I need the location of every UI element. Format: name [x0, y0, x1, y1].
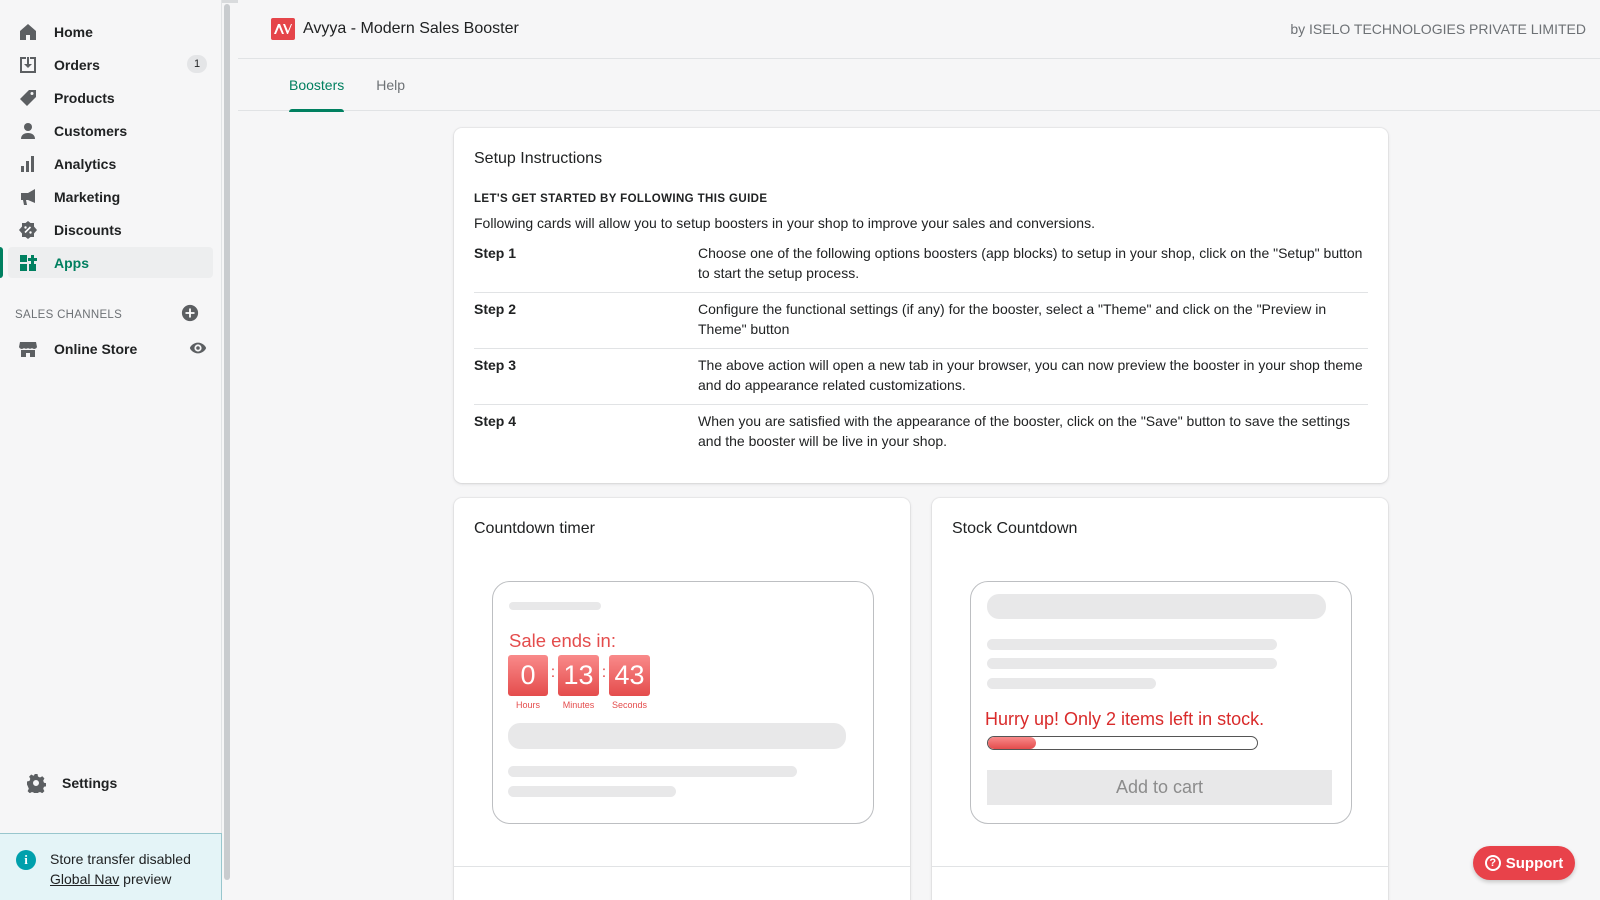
sidebar-scrollbar-thumb[interactable] — [224, 4, 230, 880]
sidebar-item-home[interactable] — [8, 16, 213, 47]
sidebar-item-analytics[interactable] — [8, 148, 213, 179]
countdown-timer — [508, 655, 650, 710]
stock-title: Stock Countdown — [952, 520, 1078, 537]
notice-text: Store transfer disabled — [50, 851, 191, 867]
orders-icon — [18, 55, 38, 75]
add-to-cart-button: Add to cart — [987, 770, 1332, 805]
tag-icon — [18, 88, 38, 108]
placeholder-bar — [508, 723, 846, 749]
notice-line2 — [50, 869, 211, 889]
gear-icon — [26, 773, 46, 793]
discount-icon — [18, 220, 38, 240]
sidebar-item-discounts[interactable] — [8, 214, 213, 245]
step-label: Step 2 — [474, 301, 517, 317]
main-content — [238, 0, 1600, 900]
sidebar-scrollbar[interactable] — [222, 4, 232, 884]
sidebar-item-settings[interactable] — [16, 767, 222, 798]
steps-list — [474, 237, 1368, 460]
step-row — [474, 237, 1368, 293]
minutes-value: 13 — [558, 655, 599, 696]
hurry-text: Hurry up! Only 2 items left in stock. — [985, 709, 1265, 729]
store-transfer-notice — [0, 833, 222, 900]
sidebar-item-apps[interactable] — [8, 247, 213, 278]
timer-minutes — [558, 655, 599, 710]
tab-boosters[interactable]: Boosters — [289, 59, 344, 111]
bar-chart-icon — [18, 154, 38, 174]
placeholder-line — [987, 658, 1277, 669]
guide-heading: LET'S GET STARTED BY FOLLOWING THIS GUIDE — [474, 193, 768, 205]
orders-count-badge: 1 — [187, 55, 207, 73]
person-icon — [18, 121, 38, 141]
sales-channels-heading — [15, 304, 199, 325]
sidebar-item-label: Settings — [62, 774, 118, 791]
step-row — [474, 293, 1368, 349]
step-label: Step 4 — [474, 413, 517, 429]
sidebar-item-online-store[interactable] — [8, 333, 213, 364]
sidebar-item-label: Customers — [54, 122, 128, 139]
step-label: Step 1 — [474, 245, 517, 261]
timer-separator: : — [550, 664, 556, 681]
sidebar-item-label: Marketing — [54, 188, 121, 205]
add-channel-icon[interactable] — [181, 304, 199, 325]
app-header — [238, 0, 1600, 59]
help-icon: ? — [1485, 855, 1501, 871]
notice-suffix: preview — [119, 871, 172, 887]
sidebar-item-orders[interactable] — [8, 49, 213, 80]
stock-countdown-card — [932, 498, 1388, 900]
sidebar-item-products[interactable] — [8, 82, 213, 113]
sidebar-item-marketing[interactable] — [8, 181, 213, 212]
stock-preview — [970, 581, 1352, 824]
apps-icon — [18, 253, 38, 273]
seconds-label: Seconds — [611, 700, 648, 710]
sidebar-item-label: Discounts — [54, 221, 122, 238]
step-row — [474, 349, 1368, 405]
app-title-text: Avyya - Modern Sales Booster — [303, 20, 519, 37]
setup-instructions-card — [454, 128, 1388, 483]
sidebar-item-label: Analytics — [54, 155, 117, 172]
step-text: Configure the functional settings (if any) for the booster, select a "Theme" and click on the "Preview in Theme" button — [698, 301, 1327, 337]
countdown-timer-card — [454, 498, 910, 900]
step-text: The above action will open a new tab in your browser, you can now preview the booster in your shop theme and do appearance related customizations. — [698, 357, 1363, 393]
step-row — [474, 405, 1368, 460]
global-nav-link[interactable]: Global Nav — [50, 871, 120, 887]
stock-progress-bar — [987, 736, 1258, 750]
placeholder-line — [509, 602, 601, 610]
sidebar-item-label: Apps — [54, 254, 89, 271]
card-divider — [932, 866, 1388, 867]
developer-byline: by ISELO TECHNOLOGIES PRIVATE LIMITED — [1290, 21, 1586, 37]
seconds-value: 43 — [609, 655, 650, 696]
megaphone-icon — [18, 187, 38, 207]
sidebar-item-label: Products — [54, 89, 115, 106]
sale-ends-text: Sale ends in: — [509, 630, 616, 651]
minutes-label: Minutes — [562, 700, 595, 710]
sidebar-item-label: Online Store — [54, 340, 138, 357]
hours-value: 0 — [508, 655, 548, 696]
sidebar — [0, 0, 222, 900]
support-button[interactable] — [1473, 846, 1575, 880]
placeholder-line — [987, 678, 1156, 689]
timer-hours — [508, 655, 548, 710]
step-label: Step 3 — [474, 357, 517, 373]
placeholder-line — [987, 639, 1277, 650]
timer-seconds — [609, 655, 650, 710]
stock-progress-fill — [988, 737, 1036, 749]
sidebar-item-customers[interactable] — [8, 115, 213, 146]
setup-title: Setup Instructions — [474, 150, 603, 167]
tab-bar — [238, 59, 1600, 111]
timer-separator: : — [601, 664, 607, 681]
step-text: Choose one of the following options boosters (app blocks) to setup in your shop, click on the "Setup" button to start the setup process. — [698, 245, 1363, 281]
placeholder-line — [508, 786, 676, 797]
app-title — [271, 18, 519, 40]
sales-channels-label: SALES CHANNELS — [15, 308, 123, 321]
sidebar-nav — [0, 0, 221, 278]
store-icon — [18, 339, 38, 359]
home-icon — [18, 22, 38, 42]
eye-icon[interactable] — [189, 339, 207, 360]
sidebar-item-label: Home — [54, 23, 93, 40]
avyya-logo-icon — [271, 18, 295, 40]
sidebar-item-label: Orders — [54, 56, 100, 73]
step-text: When you are satisfied with the appearance of the booster, click on the "Save" button to save the settings and the booster will be live in your shop. — [698, 413, 1350, 449]
placeholder-line — [508, 766, 797, 777]
guide-text: Following cards will allow you to setup boosters in your shop to improve your sales and conversions. — [474, 215, 1095, 231]
card-divider — [454, 866, 910, 867]
support-label: Support — [1505, 854, 1564, 872]
info-icon: i — [16, 850, 36, 870]
placeholder-bar — [987, 594, 1326, 619]
countdown-preview — [492, 581, 874, 824]
tab-help[interactable]: Help — [376, 77, 406, 93]
hours-label: Hours — [515, 700, 540, 710]
countdown-title: Countdown timer — [474, 520, 595, 537]
